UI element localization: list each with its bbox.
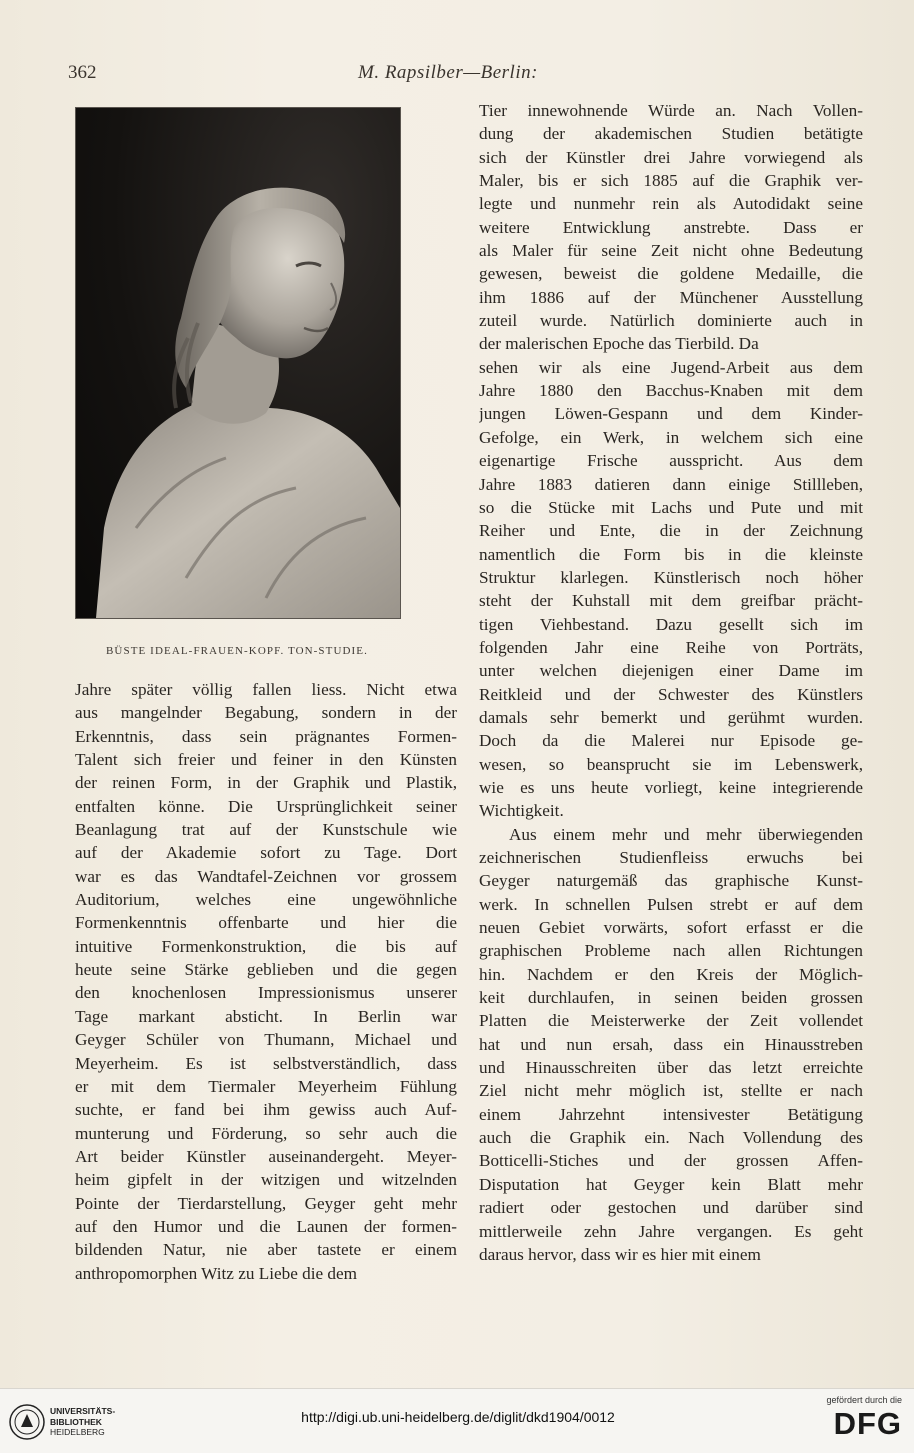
text-line: Doch da die Malerei nur Episode ge-: [479, 731, 863, 751]
library-name-line: BIBLIOTHEK: [50, 1416, 102, 1427]
text-line: war es das Wandtafel-Zeichnen vor grossem: [75, 866, 457, 886]
text-line: ihm 1886 auf der Münchener Ausstellung: [479, 287, 863, 307]
text-line: Tage markant absticht. In Berlin war: [75, 1006, 457, 1026]
text-line: einem Jahrzehnt intensivester Betätigung: [479, 1104, 863, 1124]
permalink-url[interactable]: http://digi.ub.uni-heidelberg.de/diglit/dkd1904/0012: [301, 1409, 615, 1425]
left-text-column: [75, 678, 457, 1285]
dfg-logo: DFG: [833, 1406, 902, 1441]
library-name-line: HEIDELBERG: [50, 1427, 105, 1437]
text-line: keit durchlaufen, in seinen beiden grossen: [479, 988, 863, 1008]
right-text-column: [479, 99, 863, 1266]
text-line: daraus hervor, dass wir es hier mit einem: [479, 1244, 761, 1264]
text-line: anthropomorphen Witz zu Liebe die dem: [75, 1263, 358, 1283]
text-line: sehen wir als eine Jugend-Arbeit aus dem: [479, 357, 863, 377]
text-line: entfalten könne. Die Ursprünglichkeit seiner: [75, 796, 457, 816]
page-number: 362: [68, 62, 97, 83]
text-line: Jahre 1883 datieren dann einige Stillleben,: [479, 474, 863, 494]
text-line: Tier innewohnende Würde an. Nach Vollen-: [479, 101, 863, 120]
text-line: wesen, so beansprucht sie im Lebenswerk,: [479, 754, 863, 774]
text-line: Beanlagung trat auf der Kunstschule wie: [75, 820, 457, 840]
text-line: Wichtigkeit.: [479, 801, 564, 821]
text-line: eigenartige Frische ausspricht. Aus dem: [479, 451, 863, 471]
text-line: heim gipfelt in der witzigen und witzelnden: [75, 1170, 457, 1190]
text-line: Botticelli-Stiches und der grossen Affen-: [479, 1151, 863, 1171]
text-line: als Maler für seine Zeit nicht ohne Bedeutung: [479, 241, 863, 261]
text-line: suchte, er fand bei ihm gewiss auch Auf-: [75, 1100, 457, 1120]
text-line: werk. In schnellen Pulsen strebt er auf dem: [479, 894, 863, 914]
text-line: Erkenntnis, dass sein prägnantes Formen-: [75, 726, 457, 746]
text-line: neuen Gebiet vorwärts, sofort erfasst er die: [479, 918, 863, 938]
text-line: Meyerheim. Es ist selbstverständlich, dass: [75, 1053, 457, 1073]
text-line: der reinen Form, in der Graphik und Plastik,: [75, 773, 457, 793]
text-line: namentlich die Form bis in die kleinste: [479, 544, 863, 564]
text-line: Struktur klarlegen. Künstlerisch noch höher: [479, 567, 863, 587]
text-line: aus mangelnder Begabung, sondern in der: [75, 703, 457, 723]
text-line: graphischen Probleme nach allen Richtungen: [479, 941, 863, 961]
text-line: radiert oder gestochen und darüber sind: [479, 1198, 863, 1218]
text-line: zeichnerischen Studienfleiss erwuchs bei: [479, 848, 863, 867]
text-line: und Hinausschreiten über das letzt erreichte: [479, 1058, 863, 1078]
text-line: damals sehr bemerkt und gerühmt wurden.: [479, 707, 863, 727]
text-line: Gefolge, ein Werk, in welchem sich eine: [479, 427, 863, 447]
text-line: tigen Viehbestand. Dazu gesellt sich im: [479, 614, 863, 634]
text-line: munterung und Förderung, so sehr auch die: [75, 1123, 457, 1143]
library-name: [50, 1406, 140, 1438]
text-line: Jahre 1880 den Bacchus-Knaben mit dem: [479, 381, 863, 401]
university-seal-icon: [8, 1403, 46, 1441]
text-line: hin. Nachdem er den Kreis der Möglich-: [479, 964, 863, 984]
text-line: sich der Künstler drei Jahre vorwiegend als: [479, 147, 863, 167]
text-line: Disputation hat Geyger kein Blatt mehr: [479, 1174, 863, 1194]
text-line: folgenden Jahr eine Reihe von Porträts,: [479, 637, 863, 657]
text-line: auf den Humor und die Launen der formen-: [75, 1216, 457, 1236]
text-line: heute seine Stärke geblieben und die gegen: [75, 960, 457, 980]
bust-photograph: [75, 107, 401, 619]
figure-caption: BÜSTE IDEAL-FRAUEN-KOPF. TON-STUDIE.: [106, 645, 368, 657]
text-line: Geyger Schüler von Thumann, Michael und: [75, 1030, 457, 1050]
text-line: Art beider Künstler auseinandergeht. Meyer-: [75, 1146, 457, 1166]
text-line: intuitive Formenkonstruktion, die bis auf: [75, 936, 457, 956]
text-line: Reitkleid und der Schwester des Künstlers: [479, 684, 863, 704]
text-line: bildenden Natur, nie aber tastete er einem: [75, 1240, 457, 1260]
text-line: Aus einem mehr und mehr überwiegenden: [509, 824, 863, 844]
text-line: legte und nunmehr rein als Autodidakt seine: [479, 194, 863, 214]
footer-bar: [0, 1388, 914, 1453]
funding-notice: [802, 1395, 902, 1441]
running-title: M. Rapsilber—Berlin:: [358, 62, 538, 83]
running-head: [68, 62, 864, 86]
text-line: Geyger naturgemäß das graphische Kunst-: [479, 871, 863, 891]
text-line: Auditorium, welches eine ungewöhnliche: [75, 890, 457, 910]
text-line: zuteil wurde. Natürlich dominierte auch in: [479, 311, 863, 331]
text-line: unter welchen diejenigen einer Dame im: [479, 661, 863, 681]
text-line: Reiher und Ente, die in der Zeichnung: [479, 521, 863, 541]
text-line: jungen Löwen-Gespann und dem Kinder-: [479, 404, 863, 424]
text-line: mittlerweile zehn Jahre vergangen. Es geht: [479, 1221, 863, 1241]
text-line: den knochenlosen Impressionismus unserer: [75, 983, 457, 1003]
text-line: auch die Graphik ein. Nach Vollendung des: [479, 1128, 863, 1148]
text-line: so die Stücke mit Lachs und Pute und mit: [479, 497, 863, 517]
library-name-line: UNIVERSITÄTS-: [50, 1406, 116, 1416]
text-line: wie es uns heute vorliegt, keine integrierende: [479, 777, 863, 797]
text-line: hat und nun ersah, dass ein Hinausstreben: [479, 1034, 863, 1054]
text-line: er mit dem Tiermaler Meyerheim Fühlung: [75, 1076, 457, 1096]
text-line: Platten die Meisterwerke der Zeit vollendet: [479, 1011, 863, 1031]
text-line: dung der akademischen Studien betätigte: [479, 124, 863, 144]
text-line: Formenkenntnis offenbarte und hier die: [75, 913, 457, 933]
text-line: steht der Kuhstall mit dem greifbar prächt-: [479, 591, 863, 611]
text-line: auf der Akademie sofort zu Tage. Dort: [75, 843, 457, 863]
text-line: Jahre später völlig fallen liess. Nicht etwa: [75, 680, 457, 699]
text-line: weitere Entwicklung anstrebte. Dass er: [479, 217, 863, 237]
text-line: Ziel nicht mehr möglich ist, stellte er nach: [479, 1081, 863, 1101]
text-line: Maler, bis er sich 1885 auf die Graphik ver-: [479, 171, 863, 191]
text-line: Talent sich freier und feiner in den Künsten: [75, 750, 457, 770]
text-line: der malerischen Epoche das Tierbild. Da: [479, 334, 759, 354]
text-line: gewesen, beweist die goldene Medaille, die: [479, 264, 863, 284]
funding-label: gefördert durch die: [826, 1395, 902, 1405]
bust-illustration: [76, 108, 400, 618]
text-line: Pointe der Tierdarstellung, Geyger geht mehr: [75, 1193, 457, 1213]
